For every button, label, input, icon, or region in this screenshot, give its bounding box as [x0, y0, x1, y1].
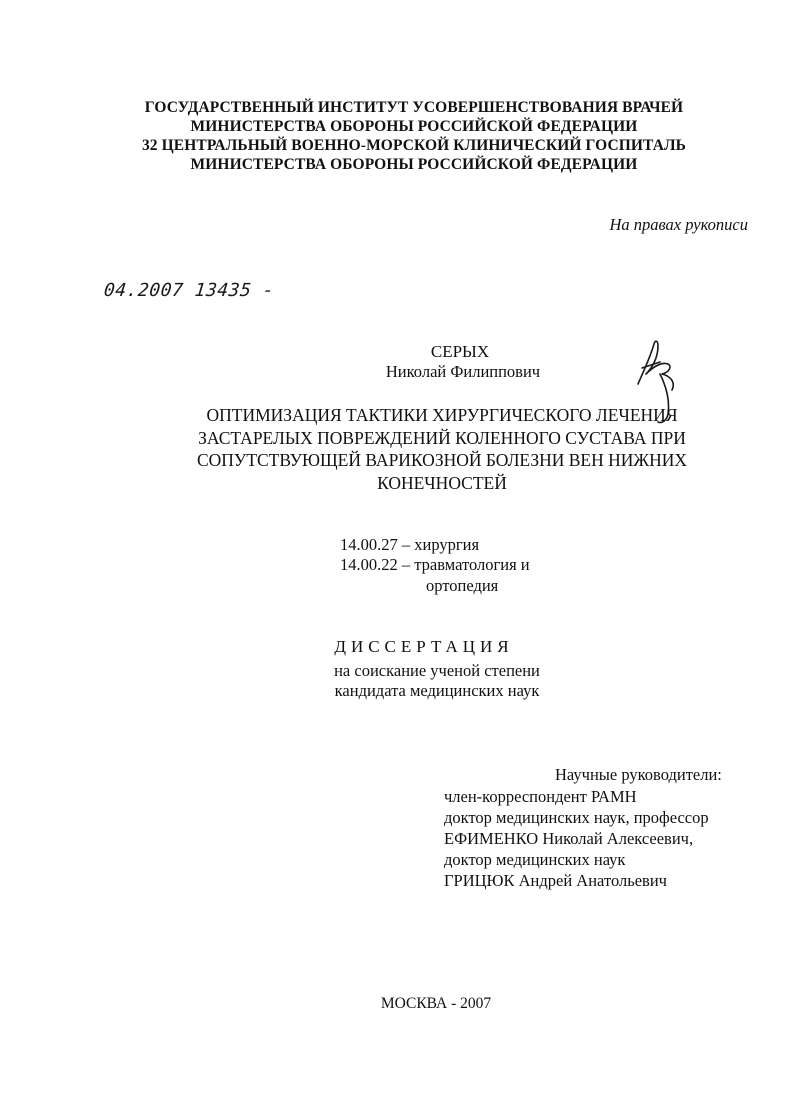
degree-line: кандидата медицинских наук	[334, 681, 540, 700]
author-given-name: Николай Филиппович	[385, 362, 541, 381]
supervisors-label: Научные руководители:	[555, 765, 722, 784]
supervisor-line: доктор медицинских наук	[444, 850, 626, 869]
supervisor-line: ГРИЦЮК Андрей Анатольевич	[444, 871, 667, 890]
title-line: ОПТИМИЗАЦИЯ ТАКТИКИ ХИРУРГИЧЕСКОГО ЛЕЧЕНИЯ	[206, 405, 678, 425]
document-type-heading: ДИССЕРТАЦИЯ	[334, 637, 514, 656]
specialty-orthopedics: ортопедия	[426, 576, 499, 595]
specialty-surgery: 14.00.27 – хирургия	[340, 535, 480, 554]
degree-line: на соискание ученой степени	[334, 661, 540, 680]
specialty-traumatology: 14.00.22 – травматология и	[340, 555, 530, 574]
dissertation-title	[0, 404, 794, 494]
supervisor-line: член-корреспондент РАМН	[444, 787, 637, 806]
supervisor-line: доктор медицинских наук, профессор	[444, 808, 709, 827]
header-line: МИНИСТЕРСТВА ОБОРОНЫ РОССИЙСКОЙ ФЕДЕРАЦИИ	[190, 156, 638, 173]
header-line: 32 ЦЕНТРАЛЬНЫЙ ВОЕННО-МОРСКОЙ КЛИНИЧЕСКИЙ ГОСПИТАЛЬ	[141, 137, 687, 154]
title-line: КОНЕЧНОСТЕЙ	[377, 472, 507, 493]
header-line: ГОСУДАРСТВЕННЫЙ ИНСТИТУТ УСОВЕРШЕНСТВОВАНИЯ ВРАЧЕЙ	[144, 99, 684, 116]
city-year: МОСКВА - 2007	[380, 995, 492, 1012]
supervisor-line: ЕФИМЕНКО Николай Алексеевич,	[444, 829, 694, 848]
title-line: СОПУТСТВУЮЩЕЙ ВАРИКОЗНОЙ БОЛЕЗНИ ВЕН НИЖНИХ	[196, 450, 688, 470]
manuscript-rights-note: На правах рукописи	[609, 215, 748, 234]
institution-header	[0, 98, 794, 174]
header-line: МИНИСТЕРСТВА ОБОРОНЫ РОССИЙСКОЙ ФЕДЕРАЦИИ	[190, 118, 638, 135]
registration-number-stamp: 04.2007 13435 -	[102, 280, 276, 301]
author-surname: СЕРЫХ	[430, 342, 490, 361]
title-line: ЗАСТАРЕЛЫХ ПОВРЕЖДЕНИЙ КОЛЕННОГО СУСТАВА ПРИ	[198, 427, 686, 448]
